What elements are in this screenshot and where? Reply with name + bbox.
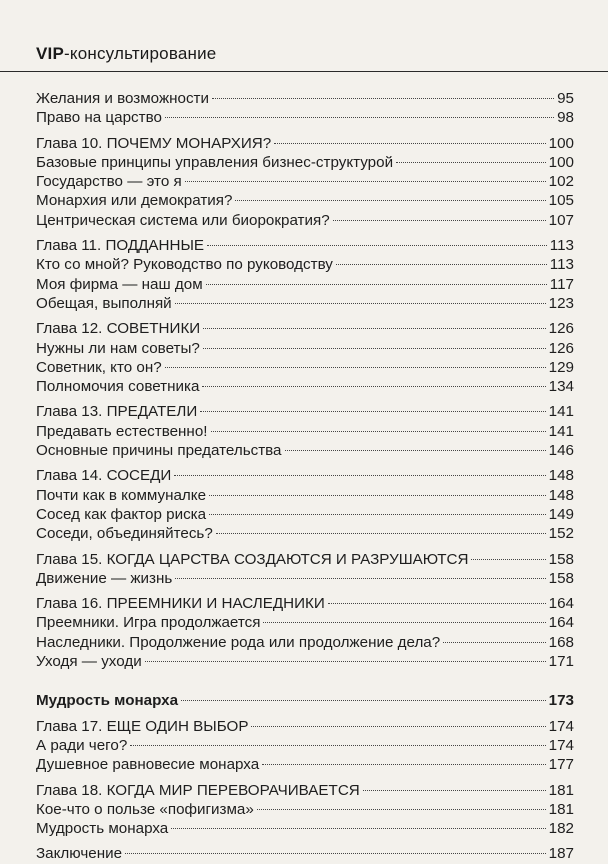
toc-page-number: 100 [548,134,574,152]
dot-leader [328,603,546,604]
toc-page-number: 95 [557,90,574,107]
toc-section-row [36,191,574,210]
dot-leader [211,431,546,432]
toc-entry-title: Монархия или демократия? [36,192,233,210]
dot-leader [443,642,545,643]
dot-leader [209,514,546,515]
toc-section-row [36,736,574,755]
toc-entry-title: Уходя — уходи [36,653,142,671]
toc-section-row [36,172,574,191]
dot-leader [363,790,546,791]
toc-entry-title: Движение — жизнь [36,569,173,587]
toc-page-number: 168 [548,633,574,651]
toc-page-number: 181 [548,781,574,799]
toc-chapter-row [36,781,574,800]
dot-leader [251,726,545,727]
toc-entry-title: Соседи, объединяйтесь? [36,525,213,543]
toc-entry-title: Глава 15. КОГДА ЦАРСТВА СОЗДАЮТСЯ И РАЗРУШАЮТСЯ [36,550,469,568]
dot-leader [235,200,545,201]
toc-page-number: 187 [548,845,574,863]
toc-entry-title: Глава 17. ЕЩЕ ОДИН ВЫБОР [36,717,249,735]
dot-leader [262,764,545,765]
toc-page-number: 117 [549,275,574,293]
header-title: -консультирование [64,44,217,63]
toc-part-row [36,691,574,710]
toc-section-row [36,89,574,108]
toc-chapter-row [36,319,574,338]
toc-entry-title: Моя фирма — наш дом [36,275,203,293]
toc-page-number: 158 [548,569,574,587]
toc-chapter-row [36,550,574,569]
dot-leader [185,181,546,182]
toc-page-number: 181 [548,800,574,818]
dot-leader [200,411,545,412]
toc-section-row [36,819,574,838]
toc-entry-title: Глава 14. СОСЕДИ [36,467,172,485]
dot-leader [212,98,554,99]
toc-section-row [36,800,574,819]
toc-entry-title: Желания и возможности [36,90,209,107]
toc-section-row [36,486,574,505]
toc-section-row [36,255,574,274]
toc-page-number: 171 [548,653,574,671]
toc-page-number: 107 [548,211,574,229]
toc-entry-title: Глава 11. ПОДДАННЫЕ [36,237,205,255]
toc-section-row [36,652,574,671]
toc-page-number: 173 [548,692,574,710]
toc-chapter-row [36,717,574,736]
toc-page-number: 123 [548,294,574,312]
toc-section-row [36,613,574,632]
toc-section-row [36,422,574,441]
toc-entry-title: Полномочия советника [36,378,200,396]
toc-page-number: 152 [548,525,574,543]
dot-leader [209,495,546,496]
dot-leader [285,450,546,451]
toc-entry-title: Глава 18. КОГДА МИР ПЕРЕВОРАЧИВАЕТСЯ [36,781,360,799]
toc-page-number: 148 [548,486,574,504]
toc-section-row [36,211,574,230]
toc-section-row [36,275,574,294]
toc-entry-title: Наследники. Продолжение рода или продолжение дела? [36,633,441,651]
toc-page-number: 164 [548,614,574,632]
toc-entry-title: Заключение [36,845,123,863]
dot-leader [165,117,554,118]
dot-leader [333,220,546,221]
dot-leader [174,475,545,476]
dot-leader [216,533,546,534]
toc-entry-title: Глава 10. ПОЧЕМУ МОНАРХИЯ? [36,134,272,152]
dot-leader [171,828,545,829]
toc-page-number: 134 [548,378,574,396]
toc-entry-title: Предавать естественно! [36,422,208,440]
toc-page-number: 149 [548,505,574,523]
toc-entry-title: Глава 16. ПРЕЕМНИКИ И НАСЛЕДНИКИ [36,595,325,613]
toc-section-row [36,108,574,127]
toc-entry-title: Базовые принципы управления бизнес-структурой [36,153,394,171]
dot-leader [203,348,546,349]
dot-leader [206,284,547,285]
toc-page-number: 129 [548,358,574,376]
header-rule [0,71,608,72]
dot-leader [257,809,546,810]
toc-entry-title: Душевное равновесие монарха [36,756,260,774]
dot-leader [396,162,546,163]
toc-page-number: 113 [549,256,574,274]
toc-entry-title: Преемники. Игра продолжается [36,614,261,632]
toc-page-number: 126 [548,320,574,338]
toc-entry-title: Государство — это я [36,173,182,191]
toc-page-number: 102 [548,173,574,191]
toc-chapter-row [36,134,574,153]
toc-chapter-row [36,236,574,255]
header-vip: VIP [36,44,65,63]
dot-leader [181,700,546,701]
toc-page-number: 105 [548,192,574,210]
toc-page-number: 141 [548,422,574,440]
table-of-contents [36,89,574,864]
dot-leader [175,578,545,579]
toc-closing-row [36,844,574,863]
dot-leader [130,745,545,746]
toc-entry-title: Право на царство [36,109,162,127]
toc-entry-title: Мудрость монарха [36,820,169,838]
toc-entry-title: Советник, кто он? [36,358,162,376]
dot-leader [125,853,546,854]
toc-page-number: 98 [557,109,574,127]
toc-section-row [36,755,574,774]
toc-section-row [36,339,574,358]
toc-chapter-row [36,402,574,421]
toc-page-number: 182 [548,820,574,838]
toc-entry-title: А ради чего? [36,736,128,754]
toc-page-number: 174 [548,717,574,735]
toc-entry-title: Кто со мной? Руководство по руководству [36,256,333,274]
dot-leader [165,367,546,368]
toc-page-number: 126 [548,339,574,357]
toc-section-row [36,358,574,377]
toc-section-row [36,569,574,588]
toc-page-number: 164 [548,595,574,613]
toc-entry-title: Глава 13. ПРЕДАТЕЛИ [36,403,198,421]
toc-page-number: 146 [548,442,574,460]
toc-entry-title: Нужны ли нам советы? [36,339,200,357]
dot-leader [145,661,546,662]
toc-section-row [36,633,574,652]
toc-entry-title: Глава 12. СОВЕТНИКИ [36,320,201,338]
toc-entry-title: Почти как в коммуналке [36,486,207,504]
toc-entry-title: Обещая, выполняй [36,294,172,312]
running-header [36,44,216,64]
toc-page-number: 148 [548,467,574,485]
toc-section-row [36,441,574,460]
toc-section-row [36,505,574,524]
toc-page-number: 174 [548,736,574,754]
toc-section-row [36,524,574,543]
dot-leader [263,622,545,623]
toc-entry-title: Основные причины предательства [36,442,282,460]
dot-leader [274,143,545,144]
dot-leader [336,264,547,265]
toc-page-number: 141 [548,403,574,421]
dot-leader [203,328,545,329]
toc-section-row [36,377,574,396]
toc-chapter-row [36,594,574,613]
toc-chapter-row [36,466,574,485]
toc-section-row [36,294,574,313]
toc-page-number: 177 [548,756,574,774]
toc-entry-title: Мудрость монарха [36,692,179,710]
toc-section-row [36,153,574,172]
toc-entry-title: Сосед как фактор риска [36,505,207,523]
toc-entry-title: Кое-что о пользе «пофигизма» [36,800,254,818]
toc-page-number: 113 [549,237,574,255]
dot-leader [175,303,546,304]
dot-leader [207,245,547,246]
dot-leader [202,386,545,387]
toc-page-number: 158 [548,550,574,568]
toc-entry-title: Центрическая система или биорократия? [36,211,330,229]
dot-leader [471,559,545,560]
toc-page-number: 100 [548,153,574,171]
